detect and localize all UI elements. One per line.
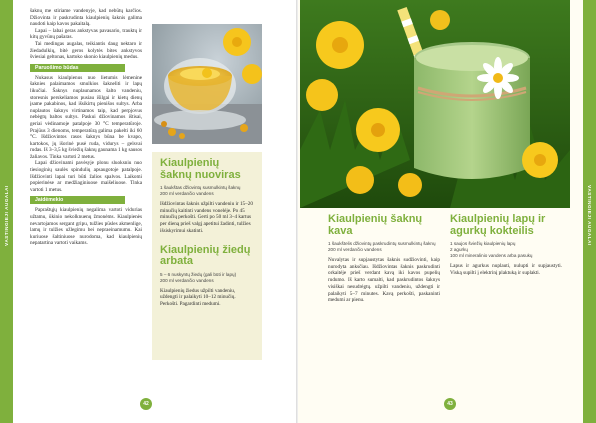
- ingredient-line: 5 – 6 nuskyntų žiedų (gali būti ir lapų): [160, 271, 237, 277]
- recipe-instructions: Kiaulpienių žiedus užpilti vandeniu, uždengti ir palaikyti 10–12 minučių. Perkošti. Pagardinti medumi.: [160, 287, 236, 307]
- section-heading-preparation: Paruošimo būdas: [30, 64, 125, 72]
- section-heading-warning: Jaidėmekio: [30, 196, 125, 204]
- body-paragraph: Lapai – labai geras ankstyvas pavasario, trauktų ir kitų gyvūnų pašaras.: [30, 27, 142, 41]
- recipe-ingredients: [160, 272, 254, 284]
- recipe-ingredients: [450, 241, 562, 259]
- ingredient-line: 200 ml verdančio vandens: [328, 247, 382, 252]
- ingredient-line: 200 ml verdančio vandens: [160, 191, 214, 196]
- recipe-panel-left: [152, 152, 262, 360]
- page-number: 43: [444, 398, 456, 410]
- recipe-title: Kiaulpienių šaknų kava: [328, 213, 423, 237]
- recipe-card: [328, 214, 440, 304]
- recipe-card: [450, 214, 562, 276]
- recipe-instructions: Nuvalytas ir supjaustytas šaknis sudžiovinti, kaip nurodyta anksčiau. Išdžiovintas šaknis paskrudinti orkaitėje prieš verdant kavą iki kavos pupelių rudumo. Iš karto sumalti, kad paskrudintos šaknys visiškai nesudrėgtų. užpilti vandeniu, uždengti ir palaikyti 5–7 minutes. Kavą perkošti, paskaninti medumi ar pienu.: [328, 257, 440, 304]
- ingredient-line: 1 šaukštelis džiovintų paskrudintų susmulkintų šaknų: [328, 241, 436, 246]
- recipe-instructions: Lapus ir agurkus nuplauti, nulupti ir supjaustyti. Viską supilti į elektrinį plaktuką ir suplakti.: [450, 263, 562, 276]
- side-tab-right: [583, 0, 596, 423]
- recipe-instructions: Išdžiovintas šaknis užpilti vandeniu ir 15–20 minučių kaitinti vandens vonelėje. Po 45 minučių perkošti. Gerti po 50 ml 3–4 kartus per dieną prieš valgį apetitui žadinti, tulžies išsiskyrimui skatinti.: [160, 201, 253, 234]
- page-number: 42: [140, 398, 152, 410]
- recipe-card: [152, 152, 262, 235]
- tea-cup-illustration: [152, 24, 262, 144]
- smoothie-photo: [300, 0, 570, 208]
- recipe-title: Kiaulpienių šaknų nuoviras: [160, 157, 241, 181]
- recipe-card: [152, 235, 262, 308]
- right-page: [298, 0, 596, 423]
- tea-cup-photo: [152, 24, 262, 144]
- ingredient-line: 1 saujos šviežių kiaulpienių lapų: [450, 241, 516, 246]
- body-paragraph: Nukasus kiaulpienus nuo lietumis lėmenine šaknies palaimamos smulkios šakneliti ir lapų likučiai. Šaknys nuplaunamos šalto vandeniu, storesnis perskeliamos pusiau išilgai ir kietų dienų įsame pakabinos, kad išsikirtų pienišos sultys. Arba nuplautos šaknys virtinamos taip, kad perpjovus nebėgtų baltos sultys. Paskui džiovinamos ištisai, geriai vėdinamoje patalpoje 30 °C temperatūroje. Prajūus 3 dienoms, temperatūrą galima pakelti iki 60 °C. Išdžiovintos rasos šaknys būna be kvapo, kartokos, jų išorinė pusė ruda, vidurys – gelsvai rudas. Iš 3–3,5 kg šviežių šaknų gaunama 1 kg sausos žaliavos. Tinka vartoti 2 metus.: [30, 74, 142, 160]
- side-tab-label: VASTINGIEJI AUGALAI: [4, 184, 9, 246]
- ingredient-line: 100 ml mineralinio vandens arba pasukų: [450, 253, 533, 258]
- ingredient-line: 2 agurkų: [450, 247, 468, 252]
- recipe-ingredients: [328, 241, 440, 253]
- body-paragraph: šaknu̧ me stiriame vandenyje, kad nebūtų karčios. Džiovinta ir paskrudinta kiaulpienių šaknis galima naudoti kaip kavos pakaitalą.: [30, 8, 142, 28]
- body-paragraph: Papraštųjų kiaulpienių negalima vartoti vidurias užtamu, ūkinio nekolknuenų žmonėms. Kiaulpienės nevartojamos sergant gripu, tulžies pūsles akmenlige, lamų ir tulžies užlegimu bei nepraeinamumu. Kai kuriuose šaltiniuose nurodoma, kad kiaulpienių nepatartina vartoti vaikams.: [30, 207, 142, 247]
- smoothie-jar-illustration: [300, 0, 570, 208]
- recipe-ingredients: [160, 185, 254, 197]
- recipe-title: Kiaulpienių lapų ir agurkų kokteilis: [450, 213, 546, 237]
- side-tab-left: [0, 0, 13, 423]
- side-tab-label: VASTINGIEJI AUGALAI: [587, 184, 592, 246]
- body-paragraph: Lapai džiovinami pavėsyje plonu sluoksniu nuo tiesioginių saulės spindulių apsaugotoje patalpoje. Išdžiovinti lapai turi būti žalios spalvos. Laikomi popierinėse ar medžiaginiuose maišeliuose. Tinka vartoti 1 metus.: [30, 160, 142, 193]
- ingredient-line: 200 ml verdančio vandens: [160, 277, 214, 283]
- left-text-column: [30, 8, 142, 247]
- recipe-title: Kiaulpienių žiedų arbata: [160, 243, 251, 268]
- ingredient-line: 1 šaukštas džiovintų susmulkintų šaknų: [160, 185, 241, 190]
- body-paragraph: Tai medingas augalas, teikiantis daug nektaro ir žiedadulkių, bitė geros kolytės bites ankstyvos šviesiai geltonas, kartoko skonio kiaulpienių medus.: [30, 40, 142, 61]
